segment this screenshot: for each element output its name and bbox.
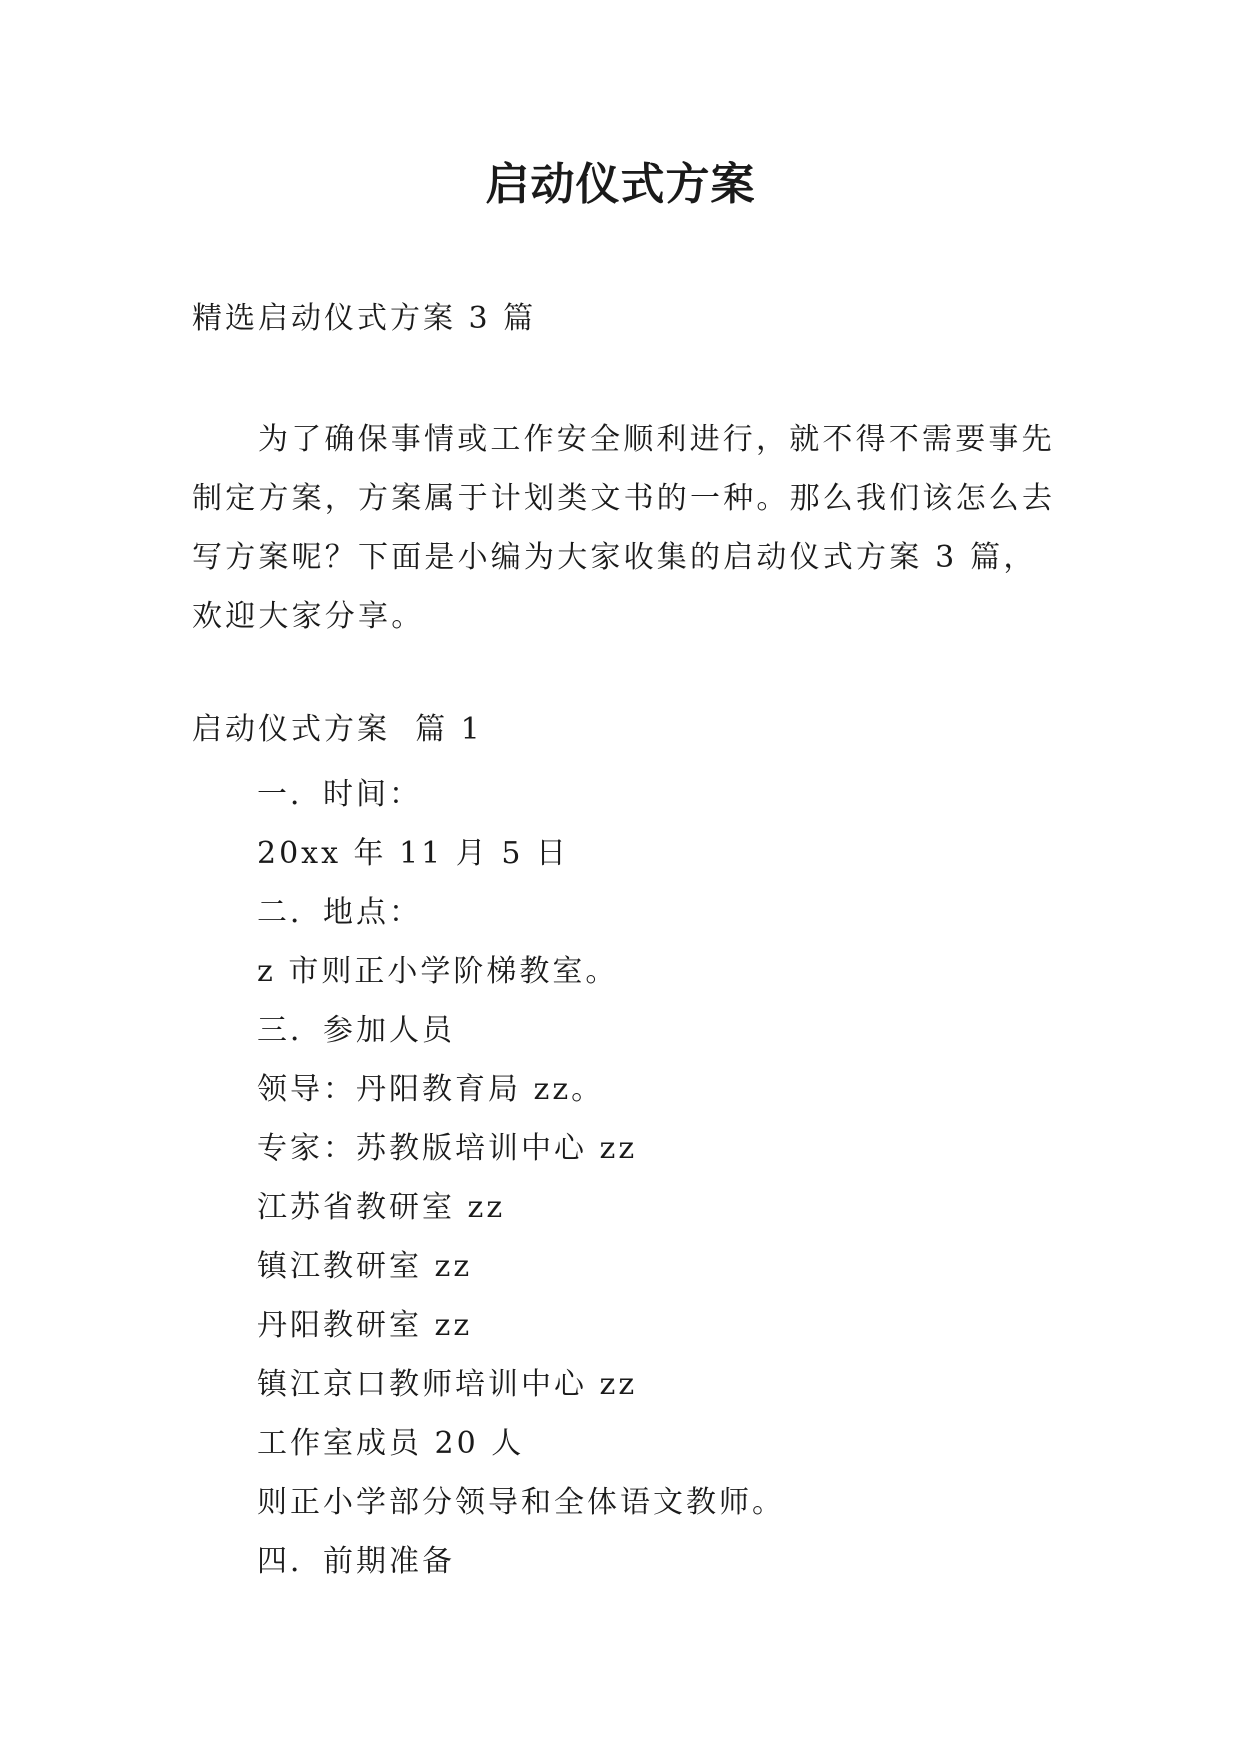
section-title: 启动仪式方案 篇 1 [192, 712, 483, 747]
content-line: 工作室成员 20 人 [257, 1426, 525, 1461]
content-line: z 市则正小学阶梯教室。 [257, 954, 619, 989]
content-line: 领导：丹阳教育局 zz。 [257, 1072, 605, 1107]
content-line: 则正小学部分领导和全体语文教师。 [257, 1485, 785, 1520]
section-content [257, 765, 785, 1591]
content-line: 三．参加人员 [257, 1013, 455, 1048]
content-line: 四．前期准备 [257, 1544, 455, 1579]
content-line: 镇江教研室 zz [257, 1249, 473, 1284]
content-line: 20xx 年 11 月 5 日 [257, 836, 569, 871]
content-line: 镇江京口教师培训中心 zz [257, 1367, 638, 1402]
document-subtitle: 精选启动仪式方案 3 篇 [192, 301, 537, 336]
content-line: 丹阳教研室 zz [257, 1308, 473, 1343]
intro-paragraph: 为了确保事情或工作安全顺利进行，就不得不需要事先制定方案，方案属于计划类文书的一种。那么我们该怎么去写方案呢？下面是小编为大家收集的启动仪式方案 3 篇，欢迎大家分享。 [192, 422, 1056, 634]
content-line: 一．时间： [257, 777, 422, 812]
document-title: 启动仪式方案 [485, 159, 756, 210]
content-line: 二．地点： [257, 895, 422, 930]
content-line: 专家：苏教版培训中心 zz [257, 1131, 638, 1166]
content-line: 江苏省教研室 zz [257, 1190, 506, 1225]
